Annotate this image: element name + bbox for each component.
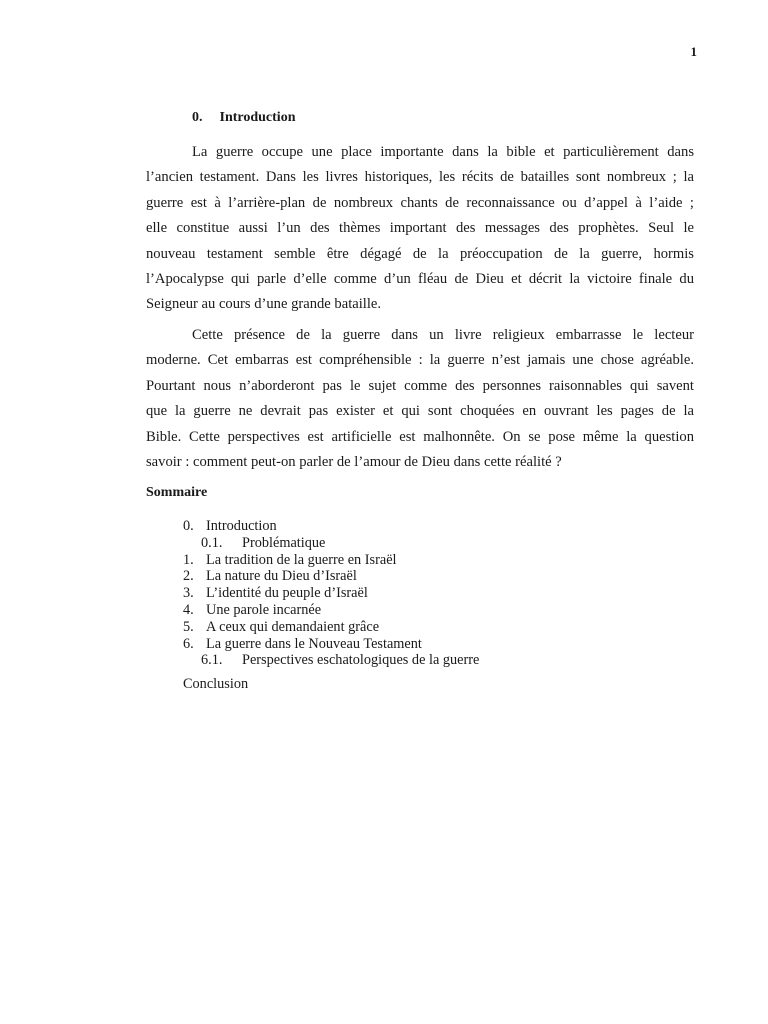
toc-item bbox=[0, 518, 768, 535]
toc-item bbox=[0, 568, 768, 585]
section-heading-number: 0. bbox=[192, 110, 203, 125]
toc-item-number: 4. bbox=[183, 601, 194, 618]
toc-item-conclusion bbox=[0, 669, 768, 693]
paragraph-line: l’Apocalypse qui parle d’elle comme d’un fléau de Dieu et décrit la victoire finale du bbox=[146, 270, 694, 287]
toc-item-text: L’identité du peuple d’Israël bbox=[206, 585, 368, 602]
paragraph-line: nouveau testament semble être dégagé de la préoccupation de la guerre, hormis bbox=[146, 245, 694, 262]
toc-item-text: Perspectives eschatologiques de la guerre bbox=[242, 652, 480, 669]
section-heading-title: Introduction bbox=[219, 110, 296, 125]
summary-title: Sommaire bbox=[146, 485, 208, 500]
toc-subitem bbox=[0, 652, 768, 669]
paragraph-line: moderne. Cet embarras est compréhensible : la guerre n’est jamais une chose agréable. bbox=[146, 352, 694, 369]
table-of-contents bbox=[0, 518, 768, 693]
paragraph-line: elle constitue aussi l’un des thèmes important des messages des prophètes. Seul le bbox=[146, 220, 694, 237]
paragraph-line: La guerre occupe une place importante dans la bible et particulièrement dans bbox=[192, 144, 694, 160]
toc-subitem bbox=[0, 535, 768, 552]
toc-item bbox=[0, 552, 768, 569]
toc-item bbox=[0, 619, 768, 636]
toc-item bbox=[0, 636, 768, 653]
toc-item-number: 5. bbox=[183, 618, 194, 635]
toc-item-text: Une parole incarnée bbox=[206, 601, 322, 618]
paragraph-line: Cette présence de la guerre dans un livre religieux embarrasse le lecteur bbox=[192, 327, 694, 343]
toc-item-number: 3. bbox=[183, 585, 194, 602]
paragraph-line: que la guerre ne devrait pas exister et qui sont choquées en ouvrant les pages de la bbox=[146, 403, 694, 420]
toc-item-text: A ceux qui demandaient grâce bbox=[206, 618, 380, 635]
toc-item-text: La guerre dans le Nouveau Testament bbox=[206, 635, 422, 652]
paragraph-line: Bible. Cette perspectives est artificielle est malhonnête. On se pose même la question bbox=[146, 428, 694, 445]
toc-item-number: 6.1. bbox=[201, 652, 223, 669]
toc-item-text: Problématique bbox=[242, 534, 326, 551]
paragraph-line: Seigneur au cours d’une grande bataille. bbox=[146, 296, 382, 313]
toc-item-text: La tradition de la guerre en Israël bbox=[206, 551, 397, 568]
toc-item-number: 2. bbox=[183, 568, 194, 585]
paragraph-line: l’ancien testament. Dans les livres historiques, les récits de batailles sont nombreux ; la bbox=[146, 169, 694, 186]
toc-item bbox=[0, 585, 768, 602]
toc-item-text: Conclusion bbox=[183, 676, 249, 693]
paragraph-1 bbox=[146, 140, 694, 318]
paragraph-2 bbox=[146, 323, 694, 475]
toc-item bbox=[0, 602, 768, 619]
paragraph-line: savoir : comment peut-on parler de l’amour de Dieu dans cette réalité ? bbox=[146, 453, 562, 470]
toc-item-text: La nature du Dieu d’Israël bbox=[206, 568, 357, 585]
paragraph-line: Pourtant nous n’aborderont pas le sujet comme des personnes raisonnables qui savent bbox=[146, 377, 694, 394]
toc-item-text: Introduction bbox=[206, 518, 277, 534]
page-number: 1 bbox=[690, 44, 697, 59]
section-heading bbox=[192, 110, 295, 126]
toc-item-number: 0.1. bbox=[201, 534, 223, 551]
toc-item-number: 1. bbox=[183, 551, 194, 568]
paragraph-line: guerre est à l’arrière-plan de nombreux chants de reconnaissance ou d’appel à l’aide ; bbox=[146, 194, 694, 211]
toc-item-number: 0. bbox=[183, 518, 194, 534]
toc-item-number: 6. bbox=[183, 635, 194, 652]
